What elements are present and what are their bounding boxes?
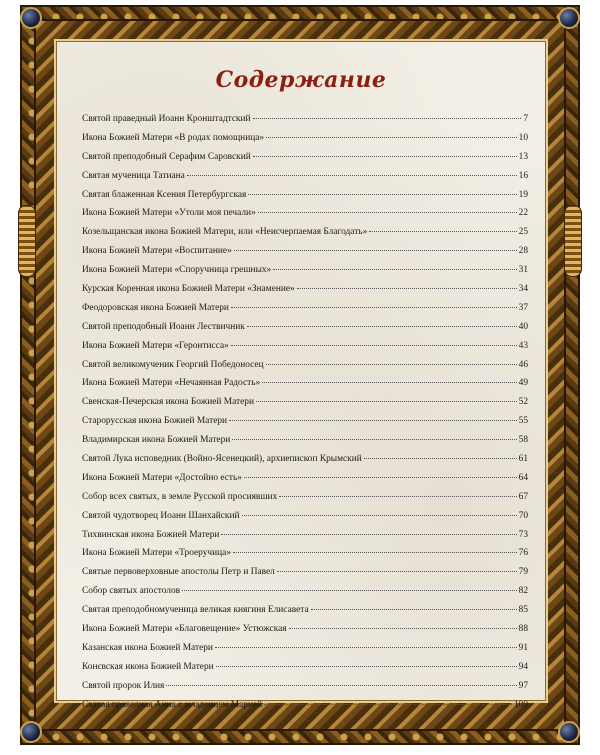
dot-leader xyxy=(221,534,516,535)
toc-entry-page-number: 67 xyxy=(518,491,528,502)
toc-entry-title: Святая мученица Татиана xyxy=(82,170,185,181)
toc-entry[interactable] xyxy=(82,624,528,643)
toc-entry-title: Собор всех святых, в земле Русской просиявших xyxy=(82,491,278,502)
toc-entry[interactable] xyxy=(82,133,528,152)
toc-entry[interactable] xyxy=(82,227,528,246)
dot-leader xyxy=(297,288,517,289)
toc-entry-page-number: 85 xyxy=(518,605,528,616)
toc-entry[interactable] xyxy=(82,605,528,624)
dot-leader xyxy=(244,477,517,478)
dot-leader xyxy=(231,307,517,308)
toc-entry-page-number: 97 xyxy=(518,680,528,691)
toc-entry[interactable] xyxy=(82,473,528,492)
dot-leader xyxy=(242,515,517,516)
dot-leader xyxy=(279,496,516,497)
toc-entry[interactable] xyxy=(82,435,528,454)
toc-entry-page-number: 82 xyxy=(518,586,528,597)
dot-leader xyxy=(289,628,517,629)
toc-entry[interactable] xyxy=(82,378,528,397)
toc-entry-page-number: 55 xyxy=(518,416,528,427)
toc-entry-page-number: 13 xyxy=(518,151,528,162)
toc-entry-title: Святой чудотворец Иоанн Шанхайский xyxy=(82,510,240,521)
toc-entry[interactable] xyxy=(82,284,528,303)
toc-entry-title: Святой пророк Илия xyxy=(82,680,165,691)
toc-entry[interactable] xyxy=(82,454,528,473)
dot-leader xyxy=(264,704,512,705)
filigree-ornament-icon xyxy=(18,205,36,277)
dot-leader xyxy=(182,590,517,591)
toc-entry-page-number: 37 xyxy=(518,302,528,313)
toc-entry-title: Конєвская икона Божией Матери xyxy=(82,661,214,672)
toc-entry-page-number: 16 xyxy=(518,170,528,181)
toc-entry[interactable] xyxy=(82,360,528,379)
toc-entry-page-number: 94 xyxy=(518,661,528,672)
dot-leader xyxy=(231,345,517,346)
dot-leader xyxy=(233,552,517,553)
toc-entry-title: Феодоровская икона Божией Матери xyxy=(82,302,229,313)
toc-entry-page-number: 7 xyxy=(523,114,528,124)
toc-entry-page-number: 61 xyxy=(518,454,528,465)
toc-entry[interactable] xyxy=(82,397,528,416)
toc-entry-title: Икона Божией Матери «Достойно есть» xyxy=(82,472,242,483)
dot-leader xyxy=(253,118,522,119)
toc-entry[interactable] xyxy=(82,643,528,662)
toc-entry[interactable] xyxy=(82,586,528,605)
gem-ornament-icon xyxy=(558,7,580,29)
toc-entry[interactable] xyxy=(82,265,528,284)
toc-entry[interactable] xyxy=(82,114,528,133)
book-page xyxy=(20,5,580,745)
toc-entry[interactable] xyxy=(82,530,528,549)
toc-entry-title: Святая преподобномученица великая княгиня Елисавета xyxy=(82,605,309,616)
dot-leader xyxy=(253,156,517,157)
toc-entry[interactable] xyxy=(82,511,528,530)
page-title: Содержание xyxy=(215,67,387,93)
dot-leader xyxy=(216,666,517,667)
dot-leader xyxy=(234,250,517,251)
dot-leader xyxy=(258,212,517,213)
dot-leader xyxy=(248,194,516,195)
toc-entry[interactable] xyxy=(82,171,528,190)
toc-entry[interactable] xyxy=(82,341,528,360)
toc-entry[interactable] xyxy=(82,416,528,435)
toc-entry-title: Святой Лука исповедник (Войно-Ясенецкий), архиепископ Крымский xyxy=(82,454,362,465)
dot-leader xyxy=(273,269,516,270)
toc-entry-page-number: 73 xyxy=(518,529,528,540)
toc-entry[interactable] xyxy=(82,548,528,567)
toc-entry-title: Курская Коренная икона Божией Матери «Знамение» xyxy=(82,284,295,295)
dot-leader xyxy=(364,458,517,459)
toc-entry-page-number: 10 xyxy=(518,132,528,143)
toc-entry-page-number: 100 xyxy=(513,699,528,710)
toc-entry-title: Козельщанская икона Божией Матери, или «Неисчерпаемая Благодать» xyxy=(82,227,368,238)
toc-entry-title: Икона Божией Матери «Утоли моя печали» xyxy=(82,208,256,219)
toc-entry-page-number: 70 xyxy=(518,510,528,521)
toc-entry-page-number: 76 xyxy=(518,548,528,559)
dot-leader xyxy=(247,326,517,327)
toc-entry-page-number: 52 xyxy=(518,397,528,408)
toc-entry-title: Икона Божией Матери «Троеручица» xyxy=(82,548,232,559)
toc-entry-page-number: 64 xyxy=(518,472,528,483)
toc-entry-title: Собор святых апостолов xyxy=(82,586,181,597)
toc-entry-title: Святые первоверховные апостолы Петр и Павел xyxy=(82,567,275,578)
toc-entry-title: Икона Божией Матери «Споручница грешных» xyxy=(82,265,272,276)
toc-entry-page-number: 31 xyxy=(518,265,528,276)
toc-entry-page-number: 49 xyxy=(518,378,528,389)
toc-entry-title: Свенская-Печерская икона Божией Матери xyxy=(82,397,254,408)
toc-entry[interactable] xyxy=(82,492,528,511)
toc-entry[interactable] xyxy=(82,681,528,700)
toc-entry-title: Святая блаженная Ксения Петербургская xyxy=(82,189,247,200)
gem-ornament-icon xyxy=(558,721,580,743)
toc-entry-page-number: 40 xyxy=(518,321,528,332)
toc-entry-page-number: 25 xyxy=(518,227,528,238)
toc-entry-page-number: 34 xyxy=(518,284,528,295)
toc-entry-page-number: 22 xyxy=(518,208,528,219)
toc-entry-title: Икона Божией Матери «Воспитание» xyxy=(82,246,232,257)
dot-leader xyxy=(369,231,516,232)
filigree-ornament-icon xyxy=(564,205,582,277)
toc-entry[interactable] xyxy=(82,303,528,322)
toc-entry-title: Икона Божией Матери «В родах помощница» xyxy=(82,132,265,143)
toc-entry-title: Казанская икона Божией Матери xyxy=(82,642,213,653)
toc-entry-title: Икона Божией Матери «Благовещение» Устюжская xyxy=(82,624,287,635)
table-of-contents xyxy=(82,114,528,719)
dot-leader xyxy=(266,364,517,365)
toc-entry-title: Святой преподобный Серафим Саровский xyxy=(82,151,251,162)
toc-entry-page-number: 58 xyxy=(518,435,528,446)
toc-entry-page-number: 28 xyxy=(518,246,528,257)
toc-entry[interactable] xyxy=(82,152,528,171)
contents-panel xyxy=(56,41,546,710)
dot-leader xyxy=(166,685,516,686)
gem-ornament-icon xyxy=(20,7,42,29)
toc-entry-title: Святой великомученик Георгий Победоносец xyxy=(82,359,264,370)
toc-entry-title: Икона Божией Матери «Нечаянная Радость» xyxy=(82,378,261,389)
toc-entry-title: Тихвинская икона Божией Матери xyxy=(82,529,220,540)
dot-leader xyxy=(232,439,516,440)
gem-ornament-icon xyxy=(20,721,42,743)
toc-entry-page-number: 19 xyxy=(518,189,528,200)
toc-entry[interactable] xyxy=(82,700,528,719)
dot-leader xyxy=(262,382,516,383)
toc-entry-title: Святой праведный Иоанн Кронштадтский xyxy=(82,114,251,124)
toc-entry-page-number: 91 xyxy=(518,642,528,653)
toc-entry-title: Владимирская икона Божией Матери xyxy=(82,435,231,446)
toc-entry-page-number: 88 xyxy=(518,624,528,635)
dot-leader xyxy=(311,609,517,610)
dot-leader xyxy=(277,571,517,572)
toc-entry-title: Святая праведная Анна с младенцем Марией xyxy=(82,699,263,710)
toc-entry[interactable] xyxy=(82,190,528,209)
toc-entry-title: Икона Божией Матери «Геронтисса» xyxy=(82,340,229,351)
toc-entry-page-number: 46 xyxy=(518,359,528,370)
dot-leader xyxy=(266,137,517,138)
dot-leader xyxy=(187,175,517,176)
toc-entry-page-number: 43 xyxy=(518,340,528,351)
toc-entry[interactable] xyxy=(82,246,528,265)
toc-entry[interactable] xyxy=(82,567,528,586)
dot-leader xyxy=(215,647,517,648)
toc-entry[interactable] xyxy=(82,208,528,227)
toc-entry-page-number: 79 xyxy=(518,567,528,578)
dot-leader xyxy=(229,420,517,421)
toc-entry[interactable] xyxy=(82,662,528,681)
toc-entry-title: Святой преподобный Иоанн Лествичник xyxy=(82,321,245,332)
dot-leader xyxy=(256,401,517,402)
toc-entry-title: Старорусская икона Божией Матери xyxy=(82,416,228,427)
toc-entry[interactable] xyxy=(82,322,528,341)
